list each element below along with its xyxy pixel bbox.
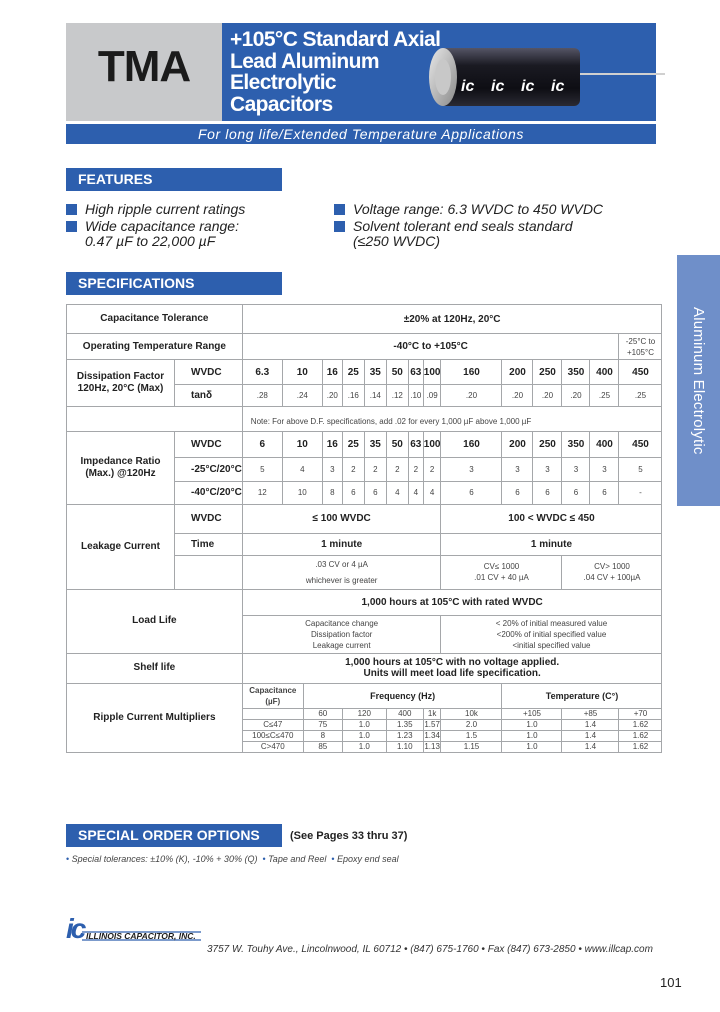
table-row	[67, 360, 662, 385]
table-row	[67, 589, 662, 615]
table-cell: 3	[590, 457, 619, 481]
table-row	[67, 504, 662, 533]
op-temp-value: -40°C to +105°C	[242, 334, 619, 360]
bullet-square-icon	[66, 204, 77, 215]
table-cell: 1.0	[502, 730, 562, 741]
logo-mark: ic	[66, 917, 84, 941]
table-cell: 200	[502, 360, 533, 385]
series-name: TMA	[97, 42, 191, 91]
company-address: 3757 W. Touhy Ave., Lincolnwood, IL 60712 • (847) 675-1760 • Fax (847) 673-2850 • www.illcap.com	[207, 944, 653, 955]
table-cell: .14	[364, 385, 386, 407]
table-cell: 250	[533, 431, 562, 457]
table-cell: 1.0	[342, 730, 386, 741]
table-cell: .10	[408, 385, 423, 407]
table-cell: .09	[423, 385, 441, 407]
cap-mark-3: ic	[521, 78, 535, 95]
special-option: Tape and Reel	[268, 854, 327, 864]
table-cell: 63	[408, 360, 423, 385]
bullet-dot-icon: •	[262, 854, 266, 864]
table-cell: 250	[533, 360, 562, 385]
row-label: Load Life	[67, 589, 243, 653]
table-cell: 400	[590, 431, 619, 457]
table-cell: 6	[562, 481, 590, 504]
feature-item: High ripple current ratings	[66, 202, 245, 217]
table-cell: C>470	[242, 741, 303, 752]
table-cell: 1.62	[619, 730, 662, 741]
leakage-formula-mid: CV≤ 1000 .01 CV + 40 µA	[441, 555, 562, 589]
load-life-items: Capacitance change Dissipation factor Leakage current	[242, 615, 441, 653]
row-label: Impedance Ratio (Max.) @120Hz	[67, 431, 175, 504]
table-cell: 350	[562, 431, 590, 457]
feature-item: Solvent tolerant end seals standard (≤250 WVDC)	[334, 219, 572, 249]
shelf-life-value: 1,000 hours at 105°C with no voltage applied. Units will meet load life specification.	[242, 653, 662, 683]
table-cell: 2.0	[441, 719, 502, 730]
table-cell: .16	[342, 385, 364, 407]
table-cell: 1.4	[562, 741, 619, 752]
table-cell: 2	[423, 457, 441, 481]
table-cell: .12	[386, 385, 408, 407]
table-cell: .25	[619, 385, 662, 407]
table-cell: 60	[303, 708, 342, 719]
table-cell: 1.57	[424, 720, 440, 729]
table-cell: 10	[282, 431, 322, 457]
table-cell: C≤47	[242, 719, 303, 730]
table-cell: 85	[303, 741, 342, 752]
table-cell: 400	[590, 360, 619, 385]
table-cell: 16	[322, 360, 342, 385]
ripple-freq-header: Frequency (Hz)	[303, 683, 502, 708]
table-cell: .20	[441, 385, 502, 407]
table-cell: .20	[533, 385, 562, 407]
table-cell: 350	[562, 360, 590, 385]
table-cell: .24	[282, 385, 322, 407]
table-cell: 6	[242, 431, 282, 457]
table-cell: 25	[342, 431, 364, 457]
table-cell: 50	[386, 360, 408, 385]
feature-item: Voltage range: 6.3 WVDC to 450 WVDC	[334, 202, 603, 217]
impedance-row-label: -25°C/20°C	[175, 457, 243, 481]
row-label: Leakage Current	[67, 504, 175, 589]
cap-mark-2: ic	[491, 78, 505, 95]
specifications-table	[66, 304, 662, 753]
table-cell: +85	[562, 708, 619, 719]
feature-item: Wide capacitance range: 0.47 µF to 22,000 µF	[66, 219, 239, 249]
illinois-capacitor-logo	[66, 917, 201, 941]
table-cell: 1.4	[562, 730, 619, 741]
special-option: Epoxy end seal	[337, 854, 399, 864]
bullet-square-icon	[334, 221, 345, 232]
title-line: Lead Aluminum	[230, 49, 379, 73]
table-cell: 1.0	[342, 741, 386, 752]
table-row	[67, 305, 662, 334]
leakage-time-high: 1 minute	[441, 533, 662, 555]
side-tab-label: Aluminum Electrolytic	[690, 306, 707, 455]
table-cell: 3	[441, 457, 502, 481]
subtitle-bar: For long life/Extended Temperature Applications	[66, 124, 656, 144]
table-row	[67, 413, 662, 431]
table-cell: 10k	[441, 708, 502, 719]
wvdc-label: WVDC	[175, 431, 243, 457]
table-cell: -	[619, 481, 662, 504]
table-cell: 75	[303, 719, 342, 730]
table-cell: 4	[282, 457, 322, 481]
special-order-pages: (See Pages 33 thru 37)	[290, 830, 408, 842]
table-cell: 6	[502, 481, 533, 504]
leakage-formula-high: CV> 1000 .04 CV + 100µA	[562, 555, 662, 589]
table-cell: .20	[502, 385, 533, 407]
table-cell: 10	[282, 481, 322, 504]
page-number: 101	[660, 975, 682, 990]
bullet-dot-icon: •	[66, 854, 70, 864]
table-cell: 2	[408, 457, 423, 481]
table-cell: 1.62	[619, 719, 662, 730]
table-cell: .20	[562, 385, 590, 407]
title-line: Capacitors	[230, 92, 333, 116]
impedance-row-label: -40°C/20°C	[175, 481, 243, 504]
load-life-header: 1,000 hours at 105°C with rated WVDC	[242, 589, 662, 615]
table-cell: 10	[282, 360, 322, 385]
bullet-square-icon	[66, 221, 77, 232]
table-row	[67, 683, 662, 708]
table-cell: 1.13	[424, 742, 440, 751]
tan-label: tanδ	[175, 385, 243, 407]
table-cell: 2	[364, 457, 386, 481]
table-cell: 6	[590, 481, 619, 504]
special-order-list	[66, 854, 399, 864]
table-row	[67, 431, 662, 457]
table-cell: 160	[441, 431, 502, 457]
table-cell: .28	[242, 385, 282, 407]
special-order-heading: SPECIAL ORDER OPTIONS	[66, 824, 282, 847]
special-option: Special tolerances: ±10% (K), -10% + 30% (Q)	[71, 854, 258, 864]
table-cell: 3	[322, 457, 342, 481]
table-cell: 450	[619, 431, 662, 457]
title-line: Electrolytic	[230, 71, 337, 94]
table-cell: 160	[441, 360, 502, 385]
table-cell: .25	[590, 385, 619, 407]
table-row	[67, 334, 662, 360]
table-cell: 100≤C≤470	[242, 730, 303, 741]
table-cell: 6.3	[242, 360, 282, 385]
table-cell: 50	[386, 431, 408, 457]
title-line: +105°C Standard Axial	[230, 28, 441, 51]
table-cell: 4	[423, 481, 441, 504]
row-label: Ripple Current Multipliers	[67, 683, 243, 752]
op-temp-note: -25°C to +105°C	[619, 334, 662, 360]
time-label: Time	[175, 533, 243, 555]
cap-mark-1: ic	[461, 78, 475, 95]
table-cell: 400	[386, 708, 423, 719]
table-cell: .20	[322, 385, 342, 407]
table-cell: 1.0	[502, 719, 562, 730]
table-cell: 1.34	[424, 731, 440, 740]
table-cell: 1.10	[386, 741, 423, 752]
features-heading: FEATURES	[66, 168, 282, 191]
table-cell: 16	[322, 431, 342, 457]
leakage-formula-low: .03 CV or 4 µA whichever is greater	[242, 555, 441, 589]
capacitor-illustration	[425, 40, 665, 120]
table-cell: 4	[408, 481, 423, 504]
table-cell: 6	[364, 481, 386, 504]
ripple-temp-header: Temperature (C°)	[502, 683, 662, 708]
table-cell: 3	[502, 457, 533, 481]
row-label: Shelf life	[67, 653, 243, 683]
table-cell: 8	[303, 730, 342, 741]
table-cell: 2	[342, 457, 364, 481]
table-cell: 2	[386, 457, 408, 481]
table-row	[67, 653, 662, 683]
df-note: Note: For above D.F. specifications, add .02 for every 1,000 µF above 1,000 µF	[242, 413, 662, 431]
table-cell: 1.62	[619, 741, 662, 752]
row-label: Dissipation Factor 120Hz, 20°C (Max)	[67, 360, 175, 407]
product-title	[230, 29, 440, 115]
table-cell: 6	[533, 481, 562, 504]
table-cell: 1.15	[441, 741, 502, 752]
leakage-time-low: 1 minute	[242, 533, 441, 555]
bullet-square-icon	[334, 204, 345, 215]
table-cell: 1k	[423, 708, 441, 719]
table-cell: 5	[619, 457, 662, 481]
leakage-wvdc-high: 100 < WVDC ≤ 450	[441, 504, 662, 533]
table-cell: 63	[408, 431, 423, 457]
table-cell: 35	[364, 360, 386, 385]
cap-mark-4: ic	[551, 78, 565, 95]
table-cell: 12	[242, 481, 282, 504]
row-label: Operating Temperature Range	[67, 334, 243, 360]
table-cell: 100	[423, 360, 441, 385]
table-cell: 4	[386, 481, 408, 504]
table-cell: 100	[423, 431, 441, 457]
leakage-wvdc-low: ≤ 100 WVDC	[242, 504, 441, 533]
table-cell: +105	[502, 708, 562, 719]
cap-tolerance-value: ±20% at 120Hz, 20°C	[242, 305, 662, 334]
table-cell: 6	[441, 481, 502, 504]
ripple-cap-header: Capacitance (µF)	[242, 683, 303, 708]
table-cell: 1.4	[562, 719, 619, 730]
table-cell: 1.23	[386, 730, 423, 741]
table-cell: 1.35	[386, 719, 423, 730]
table-cell: 6	[342, 481, 364, 504]
table-cell: 120	[342, 708, 386, 719]
table-cell: 1.0	[502, 741, 562, 752]
wvdc-label: WVDC	[175, 360, 243, 385]
company-name: ILLINOIS CAPACITOR, INC.	[86, 931, 196, 941]
table-cell: 35	[364, 431, 386, 457]
table-cell: 1.0	[342, 719, 386, 730]
table-cell: 8	[322, 481, 342, 504]
table-cell: 5	[242, 457, 282, 481]
bullet-dot-icon: •	[331, 854, 335, 864]
table-cell: 200	[502, 431, 533, 457]
table-cell: 1.5	[441, 730, 502, 741]
wvdc-label: WVDC	[175, 504, 243, 533]
specifications-heading: SPECIFICATIONS	[66, 272, 282, 295]
load-life-limits: < 20% of initial measured value <200% of initial specified value <initial specified value	[441, 615, 662, 653]
table-cell: +70	[619, 708, 662, 719]
row-label: Capacitance Tolerance	[67, 305, 243, 334]
table-cell: 450	[619, 360, 662, 385]
table-cell: 25	[342, 360, 364, 385]
table-cell: 3	[533, 457, 562, 481]
table-cell: 3	[562, 457, 590, 481]
